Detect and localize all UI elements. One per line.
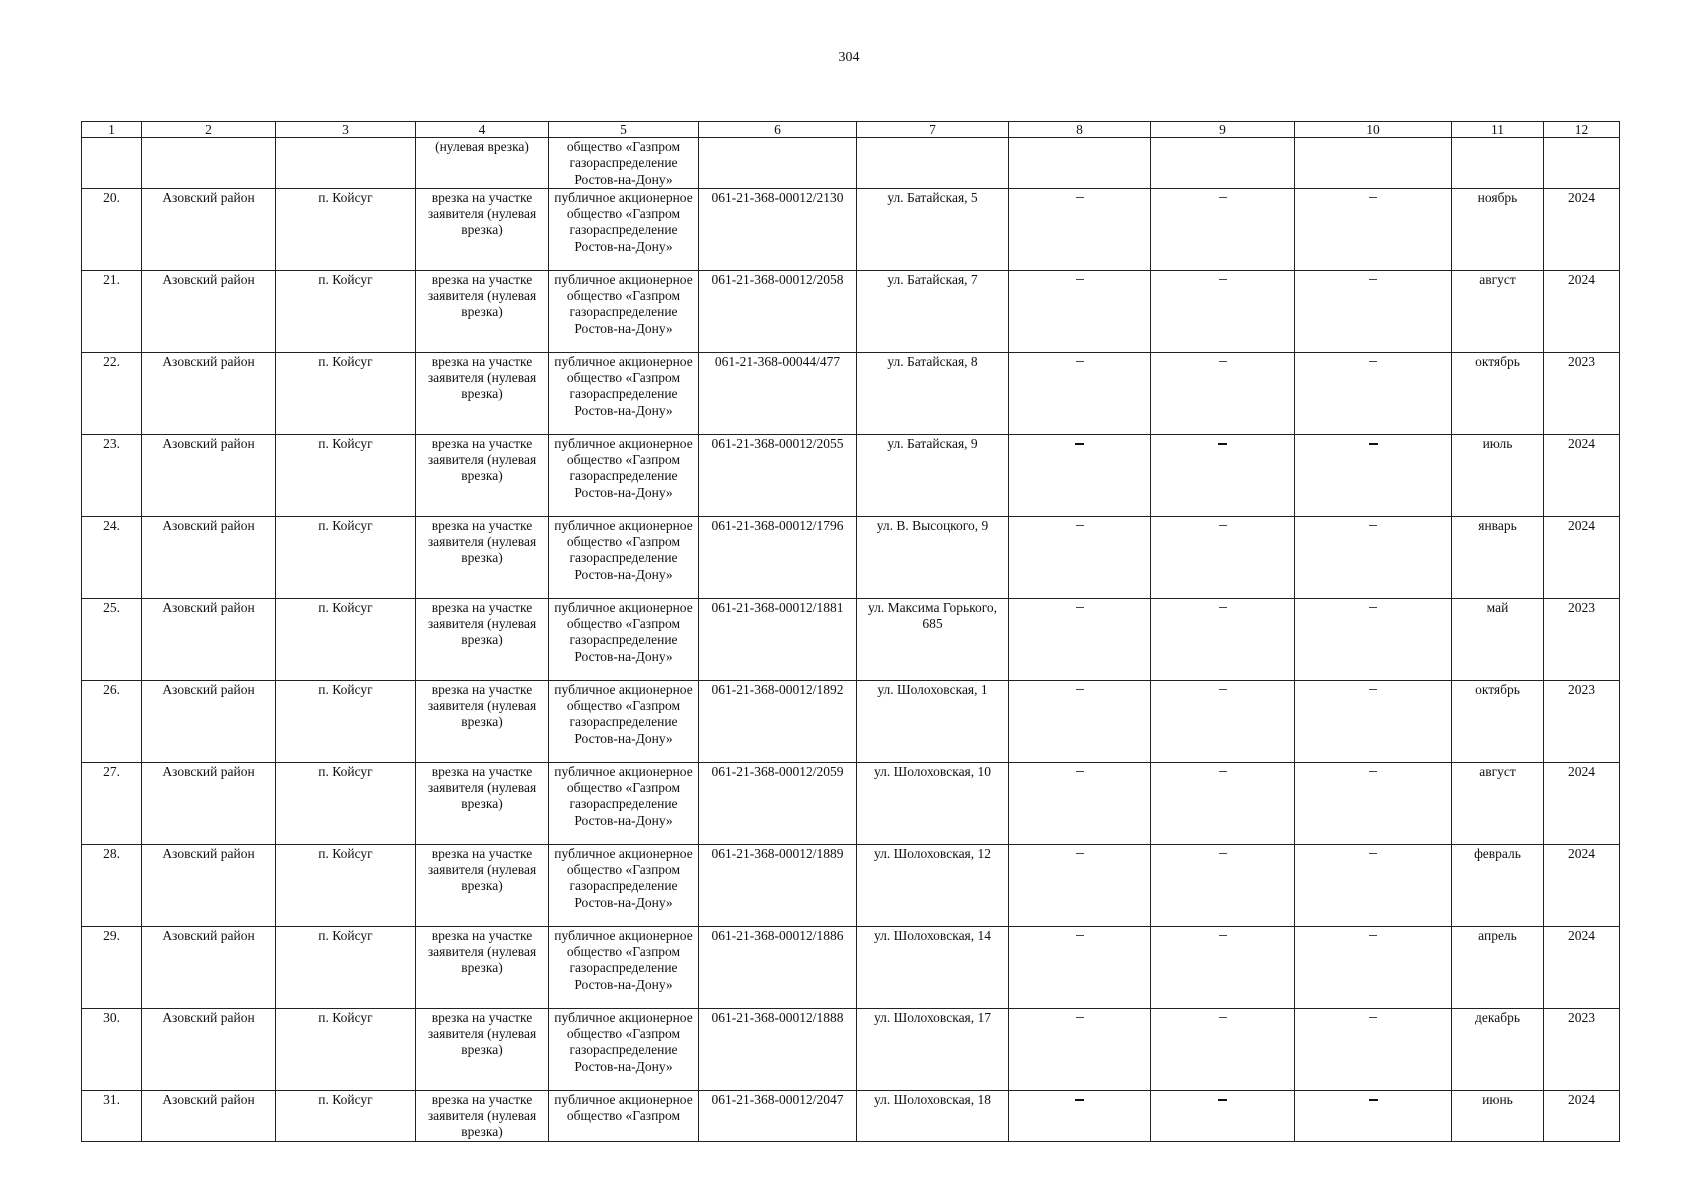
settlement: п. Койсуг <box>276 188 416 270</box>
settlement: п. Койсуг <box>276 1090 416 1141</box>
address: ул. Шолоховская, 1 <box>857 680 1009 762</box>
organization: публичное акционерное общество «Газпром газораспределение Ростов-на-Дону» <box>549 926 699 1008</box>
dash-mark <box>1076 689 1084 690</box>
table-row <box>82 598 1620 680</box>
header-cell-2: 2 <box>142 122 276 138</box>
col-10 <box>1295 352 1452 434</box>
month: ноябрь <box>1452 188 1544 270</box>
organization: публичное акционерное общество «Газпром газораспределение Ростов-на-Дону» <box>549 844 699 926</box>
year: 2023 <box>1544 1008 1620 1090</box>
col-9 <box>1151 598 1295 680</box>
district: Азовский район <box>142 270 276 352</box>
address: ул. Шолоховская, 14 <box>857 926 1009 1008</box>
year: 2024 <box>1544 188 1620 270</box>
document-number: 061-21-368-00012/1796 <box>699 516 857 598</box>
row-number: 25. <box>82 598 142 680</box>
district: Азовский район <box>142 1008 276 1090</box>
dash-mark <box>1076 935 1084 936</box>
district: Азовский район <box>142 188 276 270</box>
dash-mark <box>1369 1017 1377 1018</box>
organization: публичное акционерное общество «Газпром газораспределение Ростов-на-Дону» <box>549 434 699 516</box>
row-number: 27. <box>82 762 142 844</box>
col-9 <box>1151 188 1295 270</box>
organization: публичное акционерное общество «Газпром газораспределение Ростов-на-Дону» <box>549 762 699 844</box>
col-9 <box>1151 680 1295 762</box>
col-8 <box>1009 762 1151 844</box>
document-number: 061-21-368-00012/2047 <box>699 1090 857 1141</box>
organization: публичное акционерное общество «Газпром газораспределение Ростов-на-Дону» <box>549 270 699 352</box>
district: Азовский район <box>142 598 276 680</box>
year: 2023 <box>1544 598 1620 680</box>
dash-mark <box>1219 1017 1227 1018</box>
dash-mark <box>1369 853 1377 854</box>
row-number: 31. <box>82 1090 142 1141</box>
col-10 <box>1295 188 1452 270</box>
address: ул. Батайская, 5 <box>857 188 1009 270</box>
dash-mark <box>1076 771 1084 772</box>
header-cell-7: 7 <box>857 122 1009 138</box>
dash-mark <box>1219 771 1227 772</box>
col-8 <box>1009 598 1151 680</box>
row-number: 22. <box>82 352 142 434</box>
header-cell-6: 6 <box>699 122 857 138</box>
row-number: 28. <box>82 844 142 926</box>
address: ул. Батайская, 9 <box>857 434 1009 516</box>
year: 2024 <box>1544 516 1620 598</box>
connection-type: врезка на участке заявителя (нулевая врезка) <box>416 1008 549 1090</box>
dash-mark <box>1075 443 1084 445</box>
dash-mark <box>1369 197 1377 198</box>
connection-type: врезка на участке заявителя (нулевая врезка) <box>416 926 549 1008</box>
table-row <box>82 762 1620 844</box>
header-cell-9: 9 <box>1151 122 1295 138</box>
address: ул. Шолоховская, 12 <box>857 844 1009 926</box>
col-9 <box>1151 1090 1295 1141</box>
col-10 <box>1295 1090 1452 1141</box>
header-cell-11: 11 <box>1452 122 1544 138</box>
month: апрель <box>1452 926 1544 1008</box>
col-10 <box>1295 1008 1452 1090</box>
col-9 <box>1151 762 1295 844</box>
col-9 <box>1151 270 1295 352</box>
col-9 <box>1151 926 1295 1008</box>
table-body <box>82 122 1620 1142</box>
organization: публичное акционерное общество «Газпром газораспределение Ростов-на-Дону» <box>549 188 699 270</box>
organization: публичное акционерное общество «Газпром газораспределение Ростов-на-Дону» <box>549 516 699 598</box>
connection-type: врезка на участке заявителя (нулевая врезка) <box>416 188 549 270</box>
col-9 <box>1151 434 1295 516</box>
settlement: п. Койсуг <box>276 352 416 434</box>
address: ул. Шолоховская, 17 <box>857 1008 1009 1090</box>
organization: публичное акционерное общество «Газпром газораспределение Ростов-на-Дону» <box>549 680 699 762</box>
row-number: 30. <box>82 1008 142 1090</box>
dash-mark <box>1369 1099 1378 1101</box>
dash-mark <box>1219 197 1227 198</box>
header-cell-10: 10 <box>1295 122 1452 138</box>
district: Азовский район <box>142 516 276 598</box>
dash-mark <box>1218 1099 1227 1101</box>
document-number: 061-21-368-00012/1886 <box>699 926 857 1008</box>
table-row <box>82 352 1620 434</box>
year: 2023 <box>1544 680 1620 762</box>
address: ул. Батайская, 8 <box>857 352 1009 434</box>
row-number: 26. <box>82 680 142 762</box>
settlement: п. Койсуг <box>276 762 416 844</box>
col-10 <box>1295 680 1452 762</box>
col-10 <box>1295 516 1452 598</box>
month: июль <box>1452 434 1544 516</box>
col-10 <box>1295 762 1452 844</box>
table-row <box>82 516 1620 598</box>
dash-mark <box>1219 279 1227 280</box>
col-9 <box>1151 352 1295 434</box>
dash-mark <box>1219 607 1227 608</box>
col-10 <box>1295 598 1452 680</box>
document-number: 061-21-368-00012/1892 <box>699 680 857 762</box>
year: 2024 <box>1544 926 1620 1008</box>
col-8 <box>1009 516 1151 598</box>
page-number: 304 <box>838 50 860 65</box>
year: 2024 <box>1544 844 1620 926</box>
col-8 <box>1009 680 1151 762</box>
district: Азовский район <box>142 680 276 762</box>
dash-mark <box>1369 361 1377 362</box>
dash-mark <box>1219 935 1227 936</box>
header-cell-4: 4 <box>416 122 549 138</box>
connection-type: врезка на участке заявителя (нулевая врезка) <box>416 762 549 844</box>
dash-mark <box>1219 853 1227 854</box>
col-10 <box>1295 270 1452 352</box>
col-8 <box>1009 188 1151 270</box>
continuation-org: общество «Газпром газораспределение Ростов-на-Дону» <box>549 138 699 189</box>
month: октябрь <box>1452 352 1544 434</box>
address: ул. Шолоховская, 10 <box>857 762 1009 844</box>
dash-mark <box>1075 1099 1084 1101</box>
col-8 <box>1009 1008 1151 1090</box>
col-8 <box>1009 352 1151 434</box>
document-number: 061-21-368-00012/2055 <box>699 434 857 516</box>
dash-mark <box>1076 525 1084 526</box>
dash-mark <box>1076 853 1084 854</box>
connection-type: врезка на участке заявителя (нулевая врезка) <box>416 1090 549 1141</box>
col-10 <box>1295 844 1452 926</box>
table-row <box>82 1008 1620 1090</box>
month: январь <box>1452 516 1544 598</box>
address: ул. Максима Горького, 685 <box>857 598 1009 680</box>
connection-type: врезка на участке заявителя (нулевая врезка) <box>416 844 549 926</box>
district: Азовский район <box>142 1090 276 1141</box>
col-10 <box>1295 926 1452 1008</box>
year: 2024 <box>1544 762 1620 844</box>
year: 2024 <box>1544 434 1620 516</box>
row-number: 20. <box>82 188 142 270</box>
settlement: п. Койсуг <box>276 844 416 926</box>
dash-mark <box>1369 607 1377 608</box>
document-number: 061-21-368-00012/2059 <box>699 762 857 844</box>
row-number: 24. <box>82 516 142 598</box>
year: 2024 <box>1544 1090 1620 1141</box>
district: Азовский район <box>142 926 276 1008</box>
data-table <box>81 121 1620 1142</box>
dash-mark <box>1076 1017 1084 1018</box>
table-row <box>82 188 1620 270</box>
year: 2024 <box>1544 270 1620 352</box>
connection-type: врезка на участке заявителя (нулевая врезка) <box>416 680 549 762</box>
col-8 <box>1009 926 1151 1008</box>
table-row <box>82 926 1620 1008</box>
col-9 <box>1151 844 1295 926</box>
row-number: 23. <box>82 434 142 516</box>
document-number: 061-21-368-00012/2130 <box>699 188 857 270</box>
connection-type: врезка на участке заявителя (нулевая врезка) <box>416 352 549 434</box>
district: Азовский район <box>142 762 276 844</box>
district: Азовский район <box>142 352 276 434</box>
settlement: п. Койсуг <box>276 598 416 680</box>
organization: публичное акционерное общество «Газпром газораспределение Ростов-на-Дону» <box>549 1008 699 1090</box>
header-cell-1: 1 <box>82 122 142 138</box>
month: май <box>1452 598 1544 680</box>
col-9 <box>1151 1008 1295 1090</box>
document-number: 061-21-368-00012/2058 <box>699 270 857 352</box>
dash-mark <box>1076 361 1084 362</box>
connection-type: врезка на участке заявителя (нулевая врезка) <box>416 434 549 516</box>
continuation-type: (нулевая врезка) <box>416 138 549 189</box>
dash-mark <box>1076 197 1084 198</box>
col-8 <box>1009 1090 1151 1141</box>
dash-mark <box>1369 279 1377 280</box>
col-8 <box>1009 270 1151 352</box>
address: ул. Батайская, 7 <box>857 270 1009 352</box>
dash-mark <box>1369 771 1377 772</box>
document-number: 061-21-368-00012/1889 <box>699 844 857 926</box>
table-row <box>82 434 1620 516</box>
month: октябрь <box>1452 680 1544 762</box>
dash-mark <box>1369 525 1377 526</box>
settlement: п. Койсуг <box>276 270 416 352</box>
table-row <box>82 1090 1620 1141</box>
table-row <box>82 680 1620 762</box>
dash-mark <box>1218 443 1227 445</box>
dash-mark <box>1369 443 1378 445</box>
dash-mark <box>1076 279 1084 280</box>
connection-type: врезка на участке заявителя (нулевая врезка) <box>416 516 549 598</box>
dash-mark <box>1219 361 1227 362</box>
header-cell-8: 8 <box>1009 122 1151 138</box>
row-number: 21. <box>82 270 142 352</box>
settlement: п. Койсуг <box>276 434 416 516</box>
address: ул. В. Высоцкого, 9 <box>857 516 1009 598</box>
organization: публичное акционерное общество «Газпром <box>549 1090 699 1141</box>
continuation-row <box>82 138 1620 189</box>
settlement: п. Койсуг <box>276 516 416 598</box>
month: июнь <box>1452 1090 1544 1141</box>
connection-type: врезка на участке заявителя (нулевая врезка) <box>416 598 549 680</box>
year: 2023 <box>1544 352 1620 434</box>
col-8 <box>1009 434 1151 516</box>
document-number: 061-21-368-00012/1888 <box>699 1008 857 1090</box>
month: декабрь <box>1452 1008 1544 1090</box>
month: август <box>1452 270 1544 352</box>
dash-mark <box>1076 607 1084 608</box>
address: ул. Шолоховская, 18 <box>857 1090 1009 1141</box>
col-9 <box>1151 516 1295 598</box>
header-cell-12: 12 <box>1544 122 1620 138</box>
col-10 <box>1295 434 1452 516</box>
header-cell-3: 3 <box>276 122 416 138</box>
header-row <box>82 122 1620 138</box>
table-row <box>82 270 1620 352</box>
header-cell-5: 5 <box>549 122 699 138</box>
organization: публичное акционерное общество «Газпром газораспределение Ростов-на-Дону» <box>549 352 699 434</box>
table-row <box>82 844 1620 926</box>
dash-mark <box>1219 525 1227 526</box>
settlement: п. Койсуг <box>276 926 416 1008</box>
connection-type: врезка на участке заявителя (нулевая врезка) <box>416 270 549 352</box>
district: Азовский район <box>142 844 276 926</box>
settlement: п. Койсуг <box>276 1008 416 1090</box>
month: август <box>1452 762 1544 844</box>
settlement: п. Койсуг <box>276 680 416 762</box>
dash-mark <box>1369 689 1377 690</box>
district: Азовский район <box>142 434 276 516</box>
organization: публичное акционерное общество «Газпром газораспределение Ростов-на-Дону» <box>549 598 699 680</box>
dash-mark <box>1219 689 1227 690</box>
dash-mark <box>1369 935 1377 936</box>
document-number: 061-21-368-00012/1881 <box>699 598 857 680</box>
month: февраль <box>1452 844 1544 926</box>
row-number: 29. <box>82 926 142 1008</box>
document-number: 061-21-368-00044/477 <box>699 352 857 434</box>
col-8 <box>1009 844 1151 926</box>
